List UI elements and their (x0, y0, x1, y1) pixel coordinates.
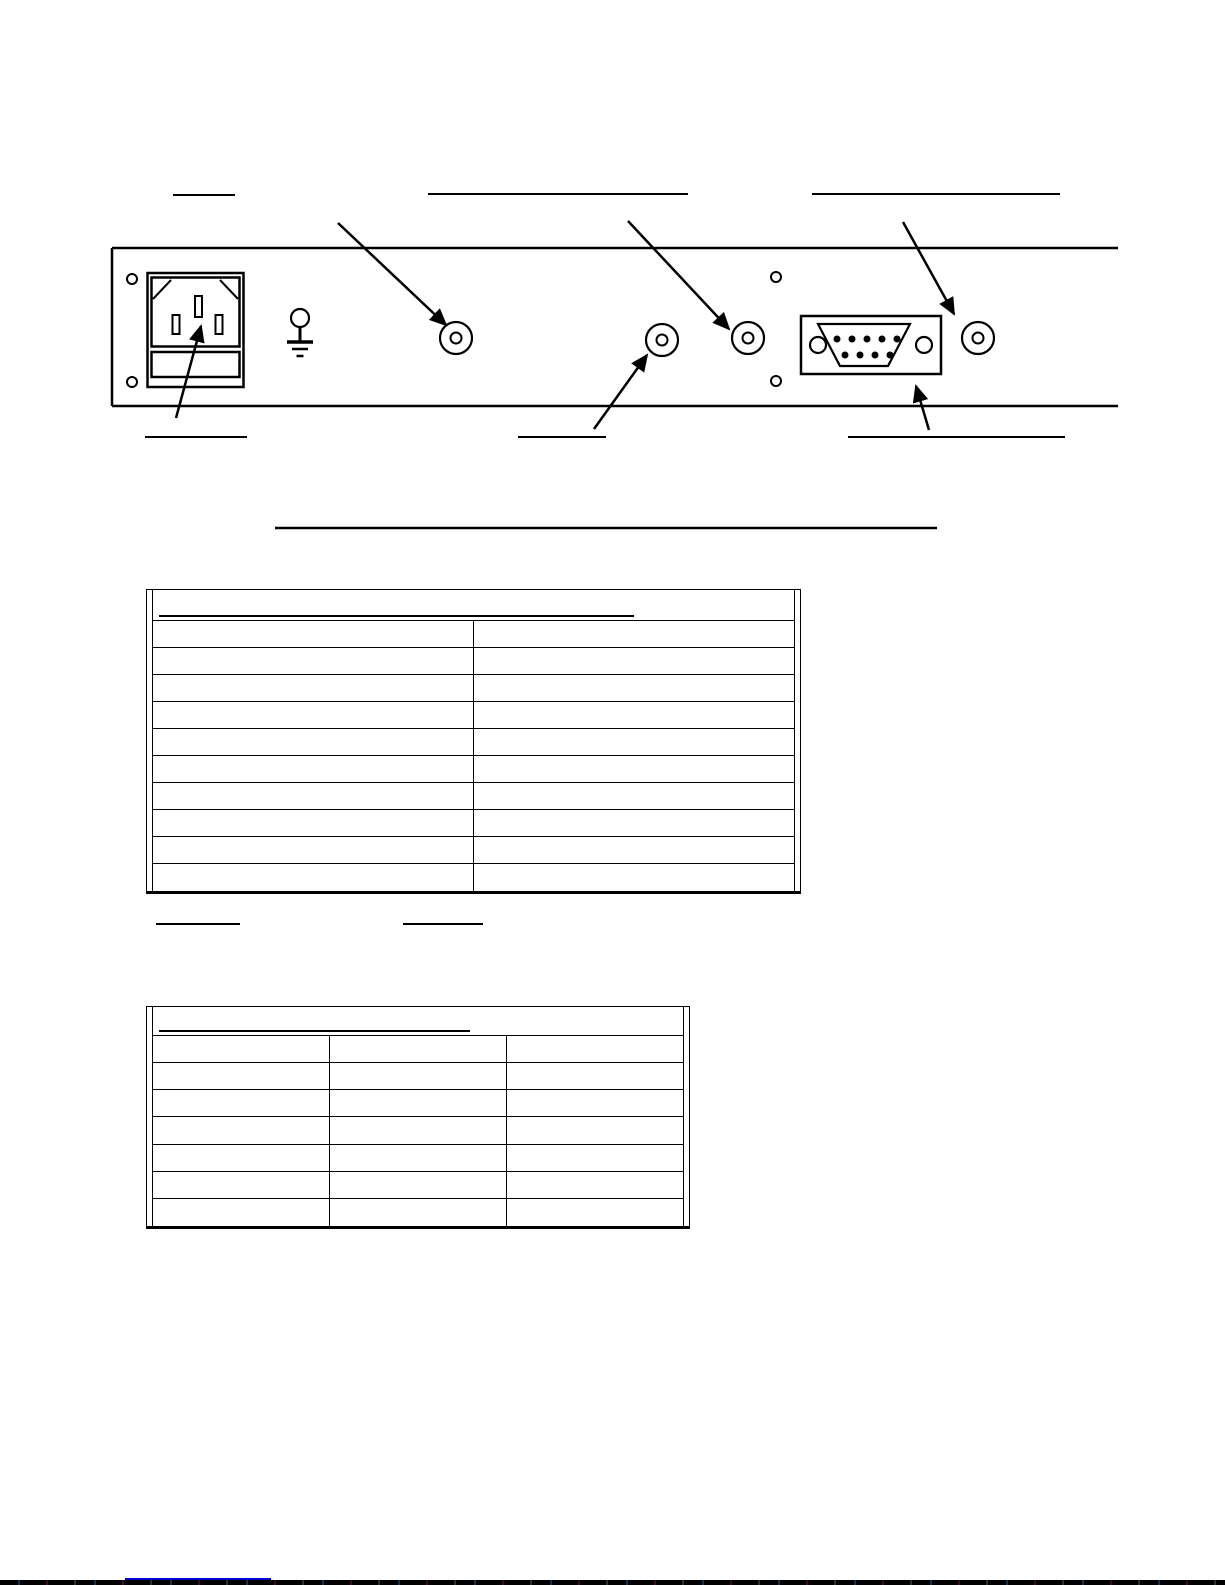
table-cell (330, 1171, 507, 1198)
table-cell (474, 701, 795, 728)
table-row (153, 1117, 684, 1144)
table-cell (474, 647, 795, 674)
arrow-to-bnc-2 (594, 355, 647, 429)
table-row (153, 1090, 684, 1117)
table-1-title-cell (153, 590, 795, 620)
bnc-connector-4-icon (962, 322, 994, 354)
table-cell (153, 620, 474, 647)
table-1-title-underline (159, 615, 634, 617)
arrow-to-db9 (916, 386, 929, 430)
table-cell (507, 1117, 684, 1144)
bnc-connector-1-icon (440, 322, 472, 354)
ground-terminal-icon (287, 309, 313, 356)
table-cell (153, 728, 474, 755)
table-cell (153, 810, 474, 837)
table-cell (507, 1035, 684, 1062)
arrow-to-bnc-3 (628, 221, 729, 329)
table-row (153, 728, 795, 755)
arrow-to-bnc-4 (903, 222, 954, 314)
table-cell (474, 864, 795, 891)
table-2-title-cell (153, 1007, 684, 1035)
table-cell (153, 1090, 330, 1117)
table-cell (474, 837, 795, 864)
table-2-title-underline (159, 1030, 470, 1032)
arrow-to-power-inlet (176, 326, 201, 418)
db9-serial-port-icon (801, 316, 941, 374)
bnc-connector-2-icon (646, 324, 678, 356)
table-row (153, 1144, 684, 1171)
table-cell (474, 674, 795, 701)
db9-pins (834, 336, 901, 359)
table-cell (153, 1199, 330, 1226)
table-cell (507, 1171, 684, 1198)
table-cell (507, 1062, 684, 1089)
table-cell (474, 755, 795, 782)
table-cell (153, 755, 474, 782)
table-cell (153, 647, 474, 674)
table-cell (330, 1199, 507, 1226)
table-cell (474, 810, 795, 837)
table-row (153, 674, 795, 701)
table-cell (153, 674, 474, 701)
table-row (153, 810, 795, 837)
table-row (153, 837, 795, 864)
table-row (153, 1062, 684, 1089)
table-cell (153, 783, 474, 810)
table-cell (153, 1144, 330, 1171)
table-row (153, 783, 795, 810)
pinout-table-1 (146, 589, 801, 894)
table-2-header-row (153, 1007, 684, 1035)
table-row (153, 647, 795, 674)
bnc-connector-3-icon (732, 322, 764, 354)
table-row (153, 1035, 684, 1062)
table-row (153, 864, 795, 891)
table-cell (153, 864, 474, 891)
table-1-header-row (153, 590, 795, 620)
table-cell (474, 620, 795, 647)
table-row (153, 701, 795, 728)
table-cell (474, 783, 795, 810)
table-cell (153, 1062, 330, 1089)
pinout-table-2 (146, 1006, 690, 1229)
table-cell (330, 1062, 507, 1089)
table-cell (153, 1035, 330, 1062)
table-row (153, 1199, 684, 1226)
table-cell (507, 1090, 684, 1117)
table-cell (507, 1199, 684, 1226)
table-cell (153, 1171, 330, 1198)
table-cell (474, 728, 795, 755)
table-cell (153, 1117, 330, 1144)
table-row (153, 620, 795, 647)
panel-screw-holes (127, 272, 781, 387)
table-row (153, 755, 795, 782)
arrow-to-bnc-1 (338, 223, 446, 325)
table-cell (153, 837, 474, 864)
table-cell (507, 1144, 684, 1171)
scan-edge-artifact (0, 1580, 1225, 1585)
iec-power-inlet-icon (148, 273, 244, 387)
table-row (153, 1171, 684, 1198)
table-cell (330, 1035, 507, 1062)
table-cell (330, 1117, 507, 1144)
table-cell (330, 1144, 507, 1171)
table-cell (153, 701, 474, 728)
table-cell (330, 1090, 507, 1117)
